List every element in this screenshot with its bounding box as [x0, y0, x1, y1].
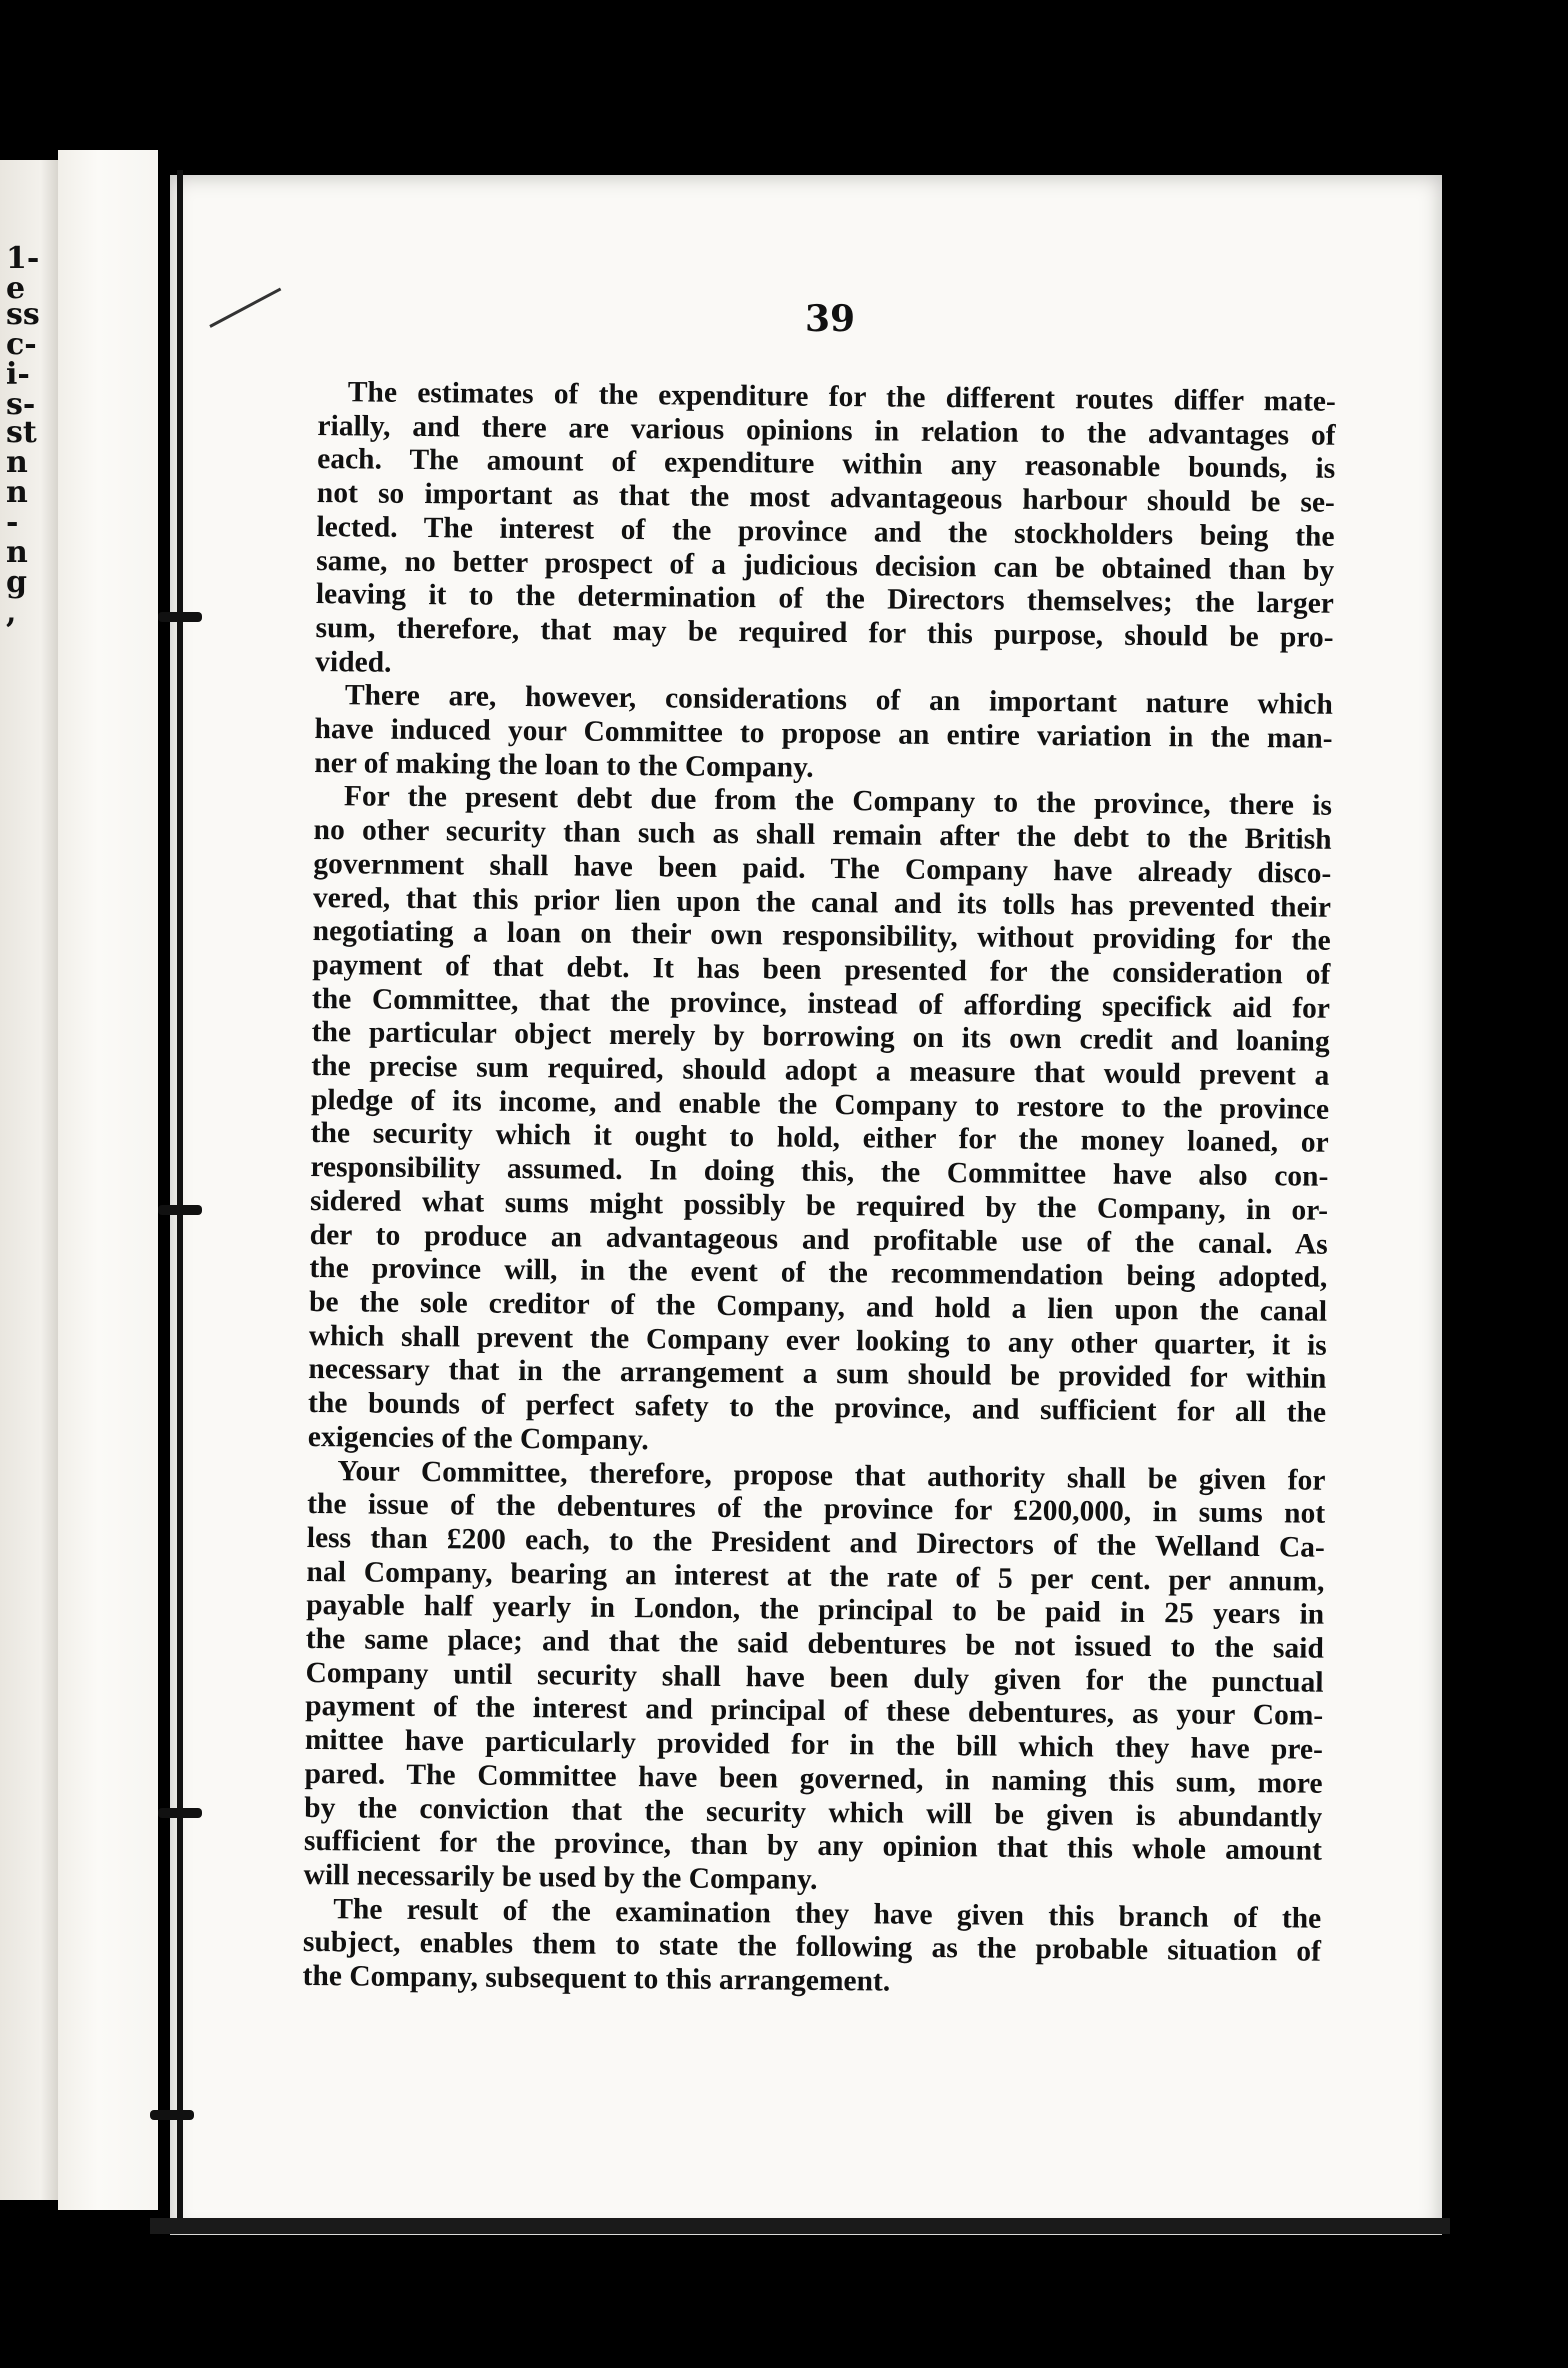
text-line: The estimates of the expenditure for the different routes differ mate-: [347, 376, 1336, 418]
text-line: the province will, in the event of the recommendation being adopted,: [309, 1252, 1328, 1295]
text-line: The result of the examination they have given this branch of the: [333, 1892, 1322, 1935]
paragraph: [314, 679, 1333, 790]
text-line: leaving it to the determination of the Directors themselves; the larger: [315, 578, 1335, 620]
text-line: der to produce an advantageous and profitable use of the canal. As: [309, 1218, 1328, 1261]
text-line: less than £200 each, to the President and Directors of the Welland Ca-: [306, 1521, 1325, 1564]
page-number: 39: [805, 298, 856, 340]
text-line: each. The amount of expenditure within any reasonable bounds, is: [317, 443, 1336, 486]
text-line: the particular object merely by borrowing on its own credit and loaning: [311, 1016, 1330, 1059]
facing-page-fragment: i-: [6, 357, 30, 392]
paragraph: [308, 780, 1332, 1464]
text-line: responsibility assumed. In doing this, the Committee have also con-: [310, 1151, 1329, 1193]
text-line: the bounds of perfect safety to the province, and sufficient for all the: [307, 1387, 1327, 1429]
facing-page-fragment: c-: [6, 327, 37, 362]
facing-page-fragment: n: [6, 535, 28, 570]
text-line: payable half yearly in London, the principal to be paid in 25 years in: [306, 1589, 1325, 1632]
facing-page-fragment: s-: [6, 387, 36, 422]
binding-knot: [158, 1205, 202, 1215]
text-line: government shall have been paid. The Company have already disco-: [313, 847, 1332, 890]
text-line: which shall prevent the Company ever looking to any other quarter, it is: [308, 1319, 1327, 1362]
text-line: have induced your Committee to propose an entire variation in the man-: [314, 713, 1333, 755]
text-line: payment of that debt. It has been presented for the consideration of: [312, 948, 1331, 991]
facing-page-fragment: 1-: [6, 241, 40, 276]
text-line: same, no better prospect of a judicious decision can be obtained than by: [316, 544, 1335, 587]
text-line: the Company, subsequent to this arrangement.: [302, 1959, 891, 1998]
body-text: [302, 376, 1335, 2003]
binding-knot: [150, 2110, 194, 2120]
text-line: vided.: [315, 645, 392, 679]
text-line: lected. The interest of the province and the stockholders being the: [316, 510, 1335, 553]
text-line: Company until security shall have been duly given for the punctual: [305, 1656, 1324, 1699]
text-line: payment of the interest and principal of these debentures, as your Com-: [305, 1690, 1324, 1733]
page-gutter: [58, 150, 158, 2210]
text-line: sidered what sums might possibly be required by the Company, in or-: [309, 1184, 1329, 1227]
text-line: not so important as that the most advantageous harbour should be se-: [316, 477, 1335, 519]
text-line: exigencies of the Company.: [307, 1420, 649, 1457]
facing-page-fragment: n: [6, 445, 28, 480]
text-line: sum, therefore, that may be required for this purpose, should be pro-: [315, 611, 1334, 654]
text-line: vered, that this prior lien upon the canal and its tolls has prevented their: [312, 881, 1332, 924]
facing-page-fragment: ,: [6, 595, 17, 630]
facing-page-fragment: -: [6, 505, 19, 540]
binding-knot: [158, 1808, 202, 1818]
text-line: mittee have particularly provided for in the bill which they have pre-: [304, 1724, 1324, 1766]
text-line: Your Committee, therefore, propose that authority shall be given for: [337, 1454, 1326, 1497]
text-line: For the present debt due from the Company to the province, there is: [343, 780, 1333, 823]
page-bottom-edge: [150, 2218, 1450, 2234]
text-line: the precise sum required, should adopt a measure that would prevent a: [311, 1050, 1330, 1092]
text-line: ner of making the loan to the Company.: [314, 746, 814, 784]
facing-page-fragment: ss: [6, 297, 40, 332]
text-line: subject, enables them to state the following as the probable situation of: [302, 1926, 1322, 1969]
text-line: be the sole creditor of the Company, and hold a lien upon the canal: [308, 1285, 1328, 1328]
text-line: There are, however, considerations of an important nature which: [344, 679, 1334, 722]
text-line: necessary that in the arrangement a sum should be provided for within: [308, 1353, 1327, 1396]
text-line: pledge of its income, and enable the Company to restore to the province: [310, 1083, 1330, 1126]
paragraph: [315, 376, 1336, 689]
paragraph: [302, 1893, 1321, 2004]
facing-page-fragment: n: [6, 475, 28, 510]
text-line: nal Company, bearing an interest at the rate of 5 per cent. per annum,: [306, 1555, 1325, 1598]
binding-thread: [177, 170, 183, 2230]
facing-page-fragment: st: [6, 415, 37, 450]
text-line: sufficient for the province, than by any opinion that this whole amount: [303, 1825, 1323, 1867]
text-line: the security which it ought to hold, either for the money loaned, or: [310, 1117, 1329, 1160]
text-line: pared. The Committee have been governed, in naming this sum, more: [304, 1757, 1323, 1800]
facing-page-edge: [0, 160, 58, 2200]
text-line: the issue of the debentures of the province for £200,000, in sums not: [307, 1488, 1326, 1530]
binding-knot: [158, 612, 202, 622]
text-line: will necessarily be used by the Company.: [303, 1858, 818, 1896]
text-line: negotiating a loan on their own responsibility, without providing for the: [312, 915, 1331, 957]
text-line: rially, and there are various opinions in relation to the advantages of: [317, 409, 1336, 452]
text-line: the Committee, that the province, instead of affording specifick aid for: [311, 982, 1331, 1025]
paragraph: [303, 1454, 1325, 1902]
facing-page-fragment: e: [6, 271, 26, 306]
text-line: no other security than such as shall remain after the debt to the British: [313, 814, 1332, 856]
facing-page-fragment: g: [6, 565, 27, 600]
text-line: by the conviction that the security which will be given is abundantly: [304, 1791, 1323, 1834]
text-line: the same place; and that the said debentures be not issued to the said: [305, 1622, 1324, 1665]
